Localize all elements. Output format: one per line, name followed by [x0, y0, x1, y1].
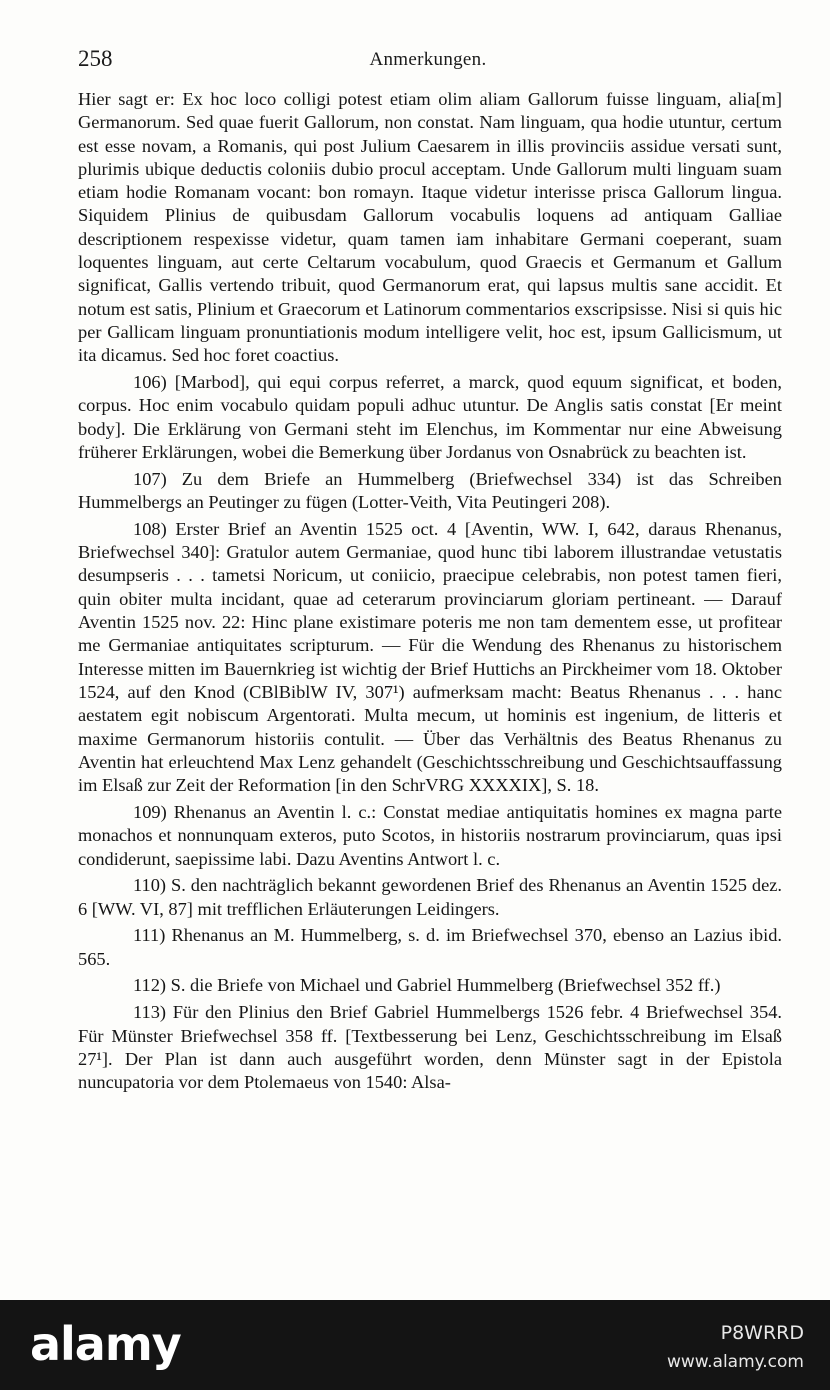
alamy-logo: alamy [30, 1317, 181, 1371]
note-108: 108) Erster Brief an Aventin 1525 oct. 4 [Aventin, WW. I, 642, daraus Rhenanus, Briefwechsel 340]: Gratulor autem Germaniae, quod hunc tibi laborem illustrandae vetustatis desumpseris . . . tametsi Noricum, ut coniicio, praecipue celebrabis, non potest tamen fieri, quin obiter multa incidant, quae ad ceterarum provinciarum gloriam pertineant. — Darauf Aventin 1525 nov. 22: Hinc plane existimare poteris me non tam dementem esse, ut profitear me Germaniae antiquitates scripturum. — Für die Wendung des Rhenanus zu historischem Interesse mitten im Bauernkrieg ist wichtig der Brief Huttichs an Pirckheimer vom 18. Oktober 1524, auf den Knod (CBlBiblW IV, 307¹) aufmerksam macht: Beatus Rhenanus . . . hanc aestatem egit nobiscum Argentorati. Multa mecum, ut hominis est ingenium, de litteris et maxime Germanorum historiis contulit. — Über das Verhältnis des Beatus Rhenanus zu Aventin hat erleuchtend Max Lenz gehandelt (Geschichtsschreibung und Geschichtsauffassung im Elsaß zur Zeit der Reformation [in den SchrVRG XXXXIX], S. 18. [78, 518, 782, 796]
page-number: 258 [78, 46, 113, 71]
note-111: 111) Rhenanus an M. Hummelberg, s. d. im Briefwechsel 370, ebenso an Lazius ibid. 565. [78, 925, 782, 969]
note-106: 106) [Marbod], qui equi corpus referret, a marck, quod equum significat, et boden, corpus. Hoc enim vocabulo quidam populi adhuc utuntur. De Anglis satis constat [Er meint body]. Die Erklärung von Germani steht im Elenchus, im Kommentar nur eine Abweisung früherer Erklärungen, wobei die Bemerkung über Jordanus von Osnabrück zu beachten ist. [78, 372, 782, 462]
page-header [78, 46, 778, 80]
body-text [78, 88, 782, 1094]
stock-watermark-banner [0, 1300, 830, 1390]
note-107: 107) Zu dem Briefe an Hummelberg (Briefwechsel 334) ist das Schreiben Hummelbergs an Peutinger zu fügen (Lotter-Veith, Vita Peutingeri 208). [78, 468, 782, 513]
note-113: 113) Für den Plinius den Brief Gabriel Hummelbergs 1526 febr. 4 Briefwechsel 354. Für Münster Briefwechsel 358 ff. [Textbesserung bei Lenz, Geschichtsschreibung im Elsaß 27¹]. Der Plan ist dann auch ausgeführt worden, denn Münster sagt in der Epistola nuncupatoria vor dem Ptolemaeus von 1540: Alsa- [78, 1002, 782, 1093]
note-110: 110) S. den nachträglich bekannt gewordenen Brief des Rhenanus an Aventin 1525 dez. 6 [WW. VI, 87] mit trefflichen Erläuterungen Leidingers. [78, 875, 782, 919]
image-code: P8WRRD [720, 1322, 804, 1344]
paragraph-continuation: Hier sagt er: Ex hoc loco colligi potest etiam olim aliam Gallorum fuisse linguam, alia[m] Germanorum. Sed quae fuerit Gallorum, non constat. Nam linguam, qua hodie utuntur, certum est esse novam, a Romanis, qui post Julium Caesarem in illis provinciis assidue versati sunt, plurimis ubique deductis coloniis dubio procul acceptam. Unde Gallorum multi linguam suam etiam hodie Romanam vocant: bon romayn. Itaque videtur interisse prisca Gallorum lingua. Siquidem Plinius de quibusdam Gallorum vocabulis loquens ad antiquam Galliae descriptionem respexisse videtur, quam tamen iam inhabitare Germani coeperant, suam loquentes linguam, aut certe Celtarum vocabulum, quod Graecis et Germanum et Gallum significat, Gallis vertendo tribuit, quod Germanorum erat, qui lapsus multis sane accidit. Et notum est satis, Plinium et Graecorum et Latinorum commentarios exscripsisse. Nisi si quis hic per Gallicam linguam pronuntiationis modum intelligere velit, hoc est, ipsum Gallicismum, ut ita dicamus. Sed hoc foret coactius. [78, 89, 782, 366]
note-112: 112) S. die Briefe von Michael und Gabriel Hummelberg (Briefwechsel 352 ff.) [133, 975, 721, 996]
running-head: Anmerkungen. [369, 49, 487, 70]
site-url: www.alamy.com [666, 1352, 804, 1372]
note-109: 109) Rhenanus an Aventin l. c.: Constat mediae antiquitatis homines ex magna parte monachos et nonnunquam exteros, puto Scotos, in historiis nostrarum provinciarum, quas ipsi condiderunt, saepissime labi. Dazu Aventins Antwort l. c. [78, 801, 782, 869]
